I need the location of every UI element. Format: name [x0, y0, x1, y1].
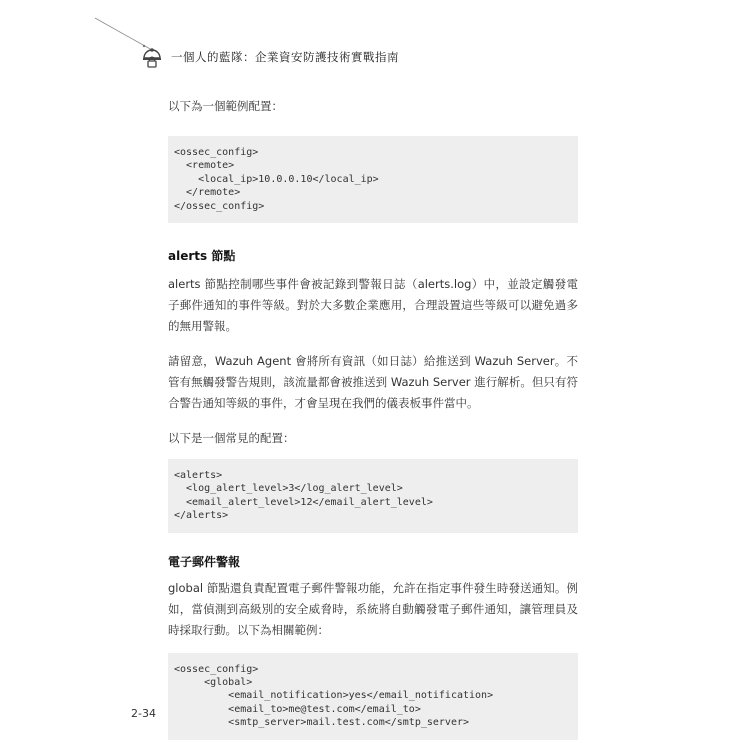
- alerts-paragraph: alerts 節點控制哪些事件會被記錄到警報日誌（alerts.log）中，並設定觸發電子郵件通知的事件等級。對於大多數企業應用，合理設置這些等級可以避免過多的無用警報。: [168, 277, 578, 334]
- notice-paragraph: 請留意，Wazuh Agent 會將所有資訊（如日誌）給推送到 Wazuh Server。不管有無觸發警告規則，該流量都會被推送到 Wazuh Server 進行解析。但只有符合警告通知等級的事件，才會呈現在我們的儀表板事件當中。: [168, 354, 578, 411]
- code-block-alerts: <alerts> <log_alert_level>3</log_alert_level> <email_alert_level>12</email_alert_level> </alerts>: [168, 459, 578, 533]
- helmet-lock-icon: [141, 46, 163, 68]
- email-section-heading: 電子郵件警報: [168, 554, 241, 569]
- alerts-section-heading: alerts 節點: [168, 249, 236, 264]
- common-config-text: 以下是一個常見的配置：: [168, 431, 295, 446]
- book-title: 一個人的藍隊：企業資安防護技術實戰指南: [171, 50, 399, 64]
- page-number: 2-34: [131, 707, 156, 720]
- code-block-email: <ossec_config> <global> <email_notification>yes</email_notification> <email_to>me@test.com</email_to> <smtp_server>mail.test.com</smtp_server>: [168, 653, 578, 740]
- page-content: [168, 96, 578, 740]
- running-header: [141, 46, 399, 68]
- intro-config-text: 以下為一個範例配置：: [168, 99, 283, 113]
- code-block-remote: <ossec_config> <remote> <local_ip>10.0.0.10</local_ip> </remote> </ossec_config>: [168, 136, 578, 223]
- email-paragraph: global 節點還負責配置電子郵件警報功能，允許在指定事件發生時發送通知。例如，當偵測到高級別的安全威脅時，系統將自動觸發電子郵件通知，讓管理員及時採取行動。以下為相關範例：: [168, 580, 578, 637]
